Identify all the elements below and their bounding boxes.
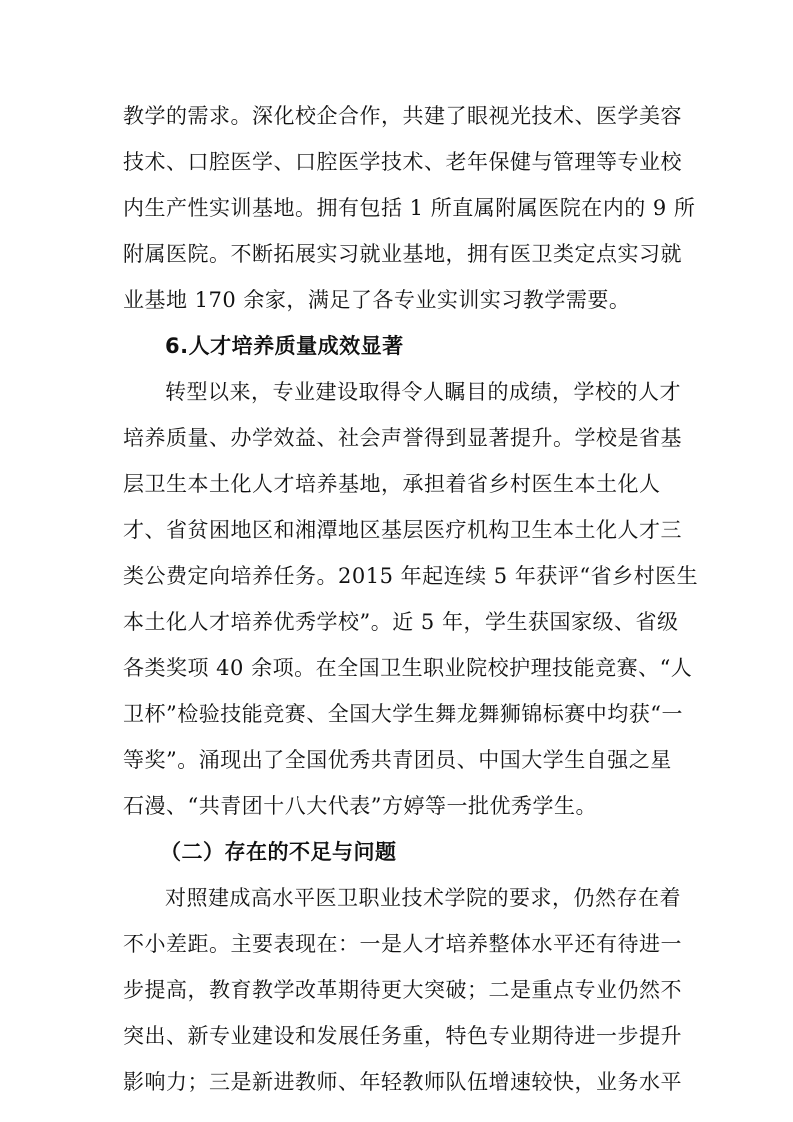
text-line: 类公费定向培养任务。2015 年起连续 5 年获评“省乡村医生 xyxy=(123,564,699,588)
text-line: 对照建成高水平医卫职业技术学院的要求，仍然存在着 xyxy=(165,886,681,910)
text-line: 层卫生本土化人才培养基地，承担着省乡村医生本土化人 xyxy=(123,472,661,496)
section-heading: （二）存在的不足与问题 xyxy=(160,840,397,864)
text-line: 影响力；三是新进教师、年轻教师队伍增速较快，业务水平 xyxy=(123,1070,682,1094)
text-line: 步提高，教育教学改革期待更大突破；二是重点专业仍然不 xyxy=(123,978,682,1002)
text-line: 各类奖项 40 余项。在全国卫生职业院校护理技能竞赛、“人 xyxy=(123,656,693,680)
text-line: 石漫、“共青团十八大代表”方婷等一批优秀学生。 xyxy=(123,794,597,818)
text-line: 附属医院。不断拓展实习就业基地，拥有医卫类定点实习就 xyxy=(123,242,682,266)
text-line: 转型以来，专业建设取得令人瞩目的成绩，学校的人才 xyxy=(165,380,681,404)
text-line: 等奖”。涌现出了全国优秀共青团员、中国大学生自强之星 xyxy=(123,748,672,772)
text-line: 突出、新专业建设和发展任务重，特色专业期待进一步提升 xyxy=(123,1024,682,1048)
section-heading: 6.人才培养质量成效显著 xyxy=(165,334,404,358)
text-line: 内生产性实训基地。拥有包括 1 所直属附属医院在内的 9 所 xyxy=(123,196,696,220)
text-line: 不小差距。主要表现在：一是人才培养整体水平还有待进一 xyxy=(123,932,682,956)
text-line: 培养质量、办学效益、社会声誉得到显著提升。学校是省基 xyxy=(123,426,682,450)
text-line: 卫杯”检验技能竞赛、全国大学生舞龙舞狮锦标赛中均获“一 xyxy=(123,702,683,726)
text-line: 教学的需求。深化校企合作，共建了眼视光技术、医学美容 xyxy=(123,104,682,128)
text-line: 业基地 170 余家，满足了各专业实训实习教学需要。 xyxy=(123,288,631,312)
text-line: 技术、口腔医学、口腔医学技术、老年保健与管理等专业校 xyxy=(123,150,682,174)
text-line: 本土化人才培养优秀学校”。近 5 年，学生获国家级、省级 xyxy=(123,610,679,634)
text-line: 才、省贫困地区和湘潭地区基层医疗机构卫生本土化人才三 xyxy=(123,518,682,542)
